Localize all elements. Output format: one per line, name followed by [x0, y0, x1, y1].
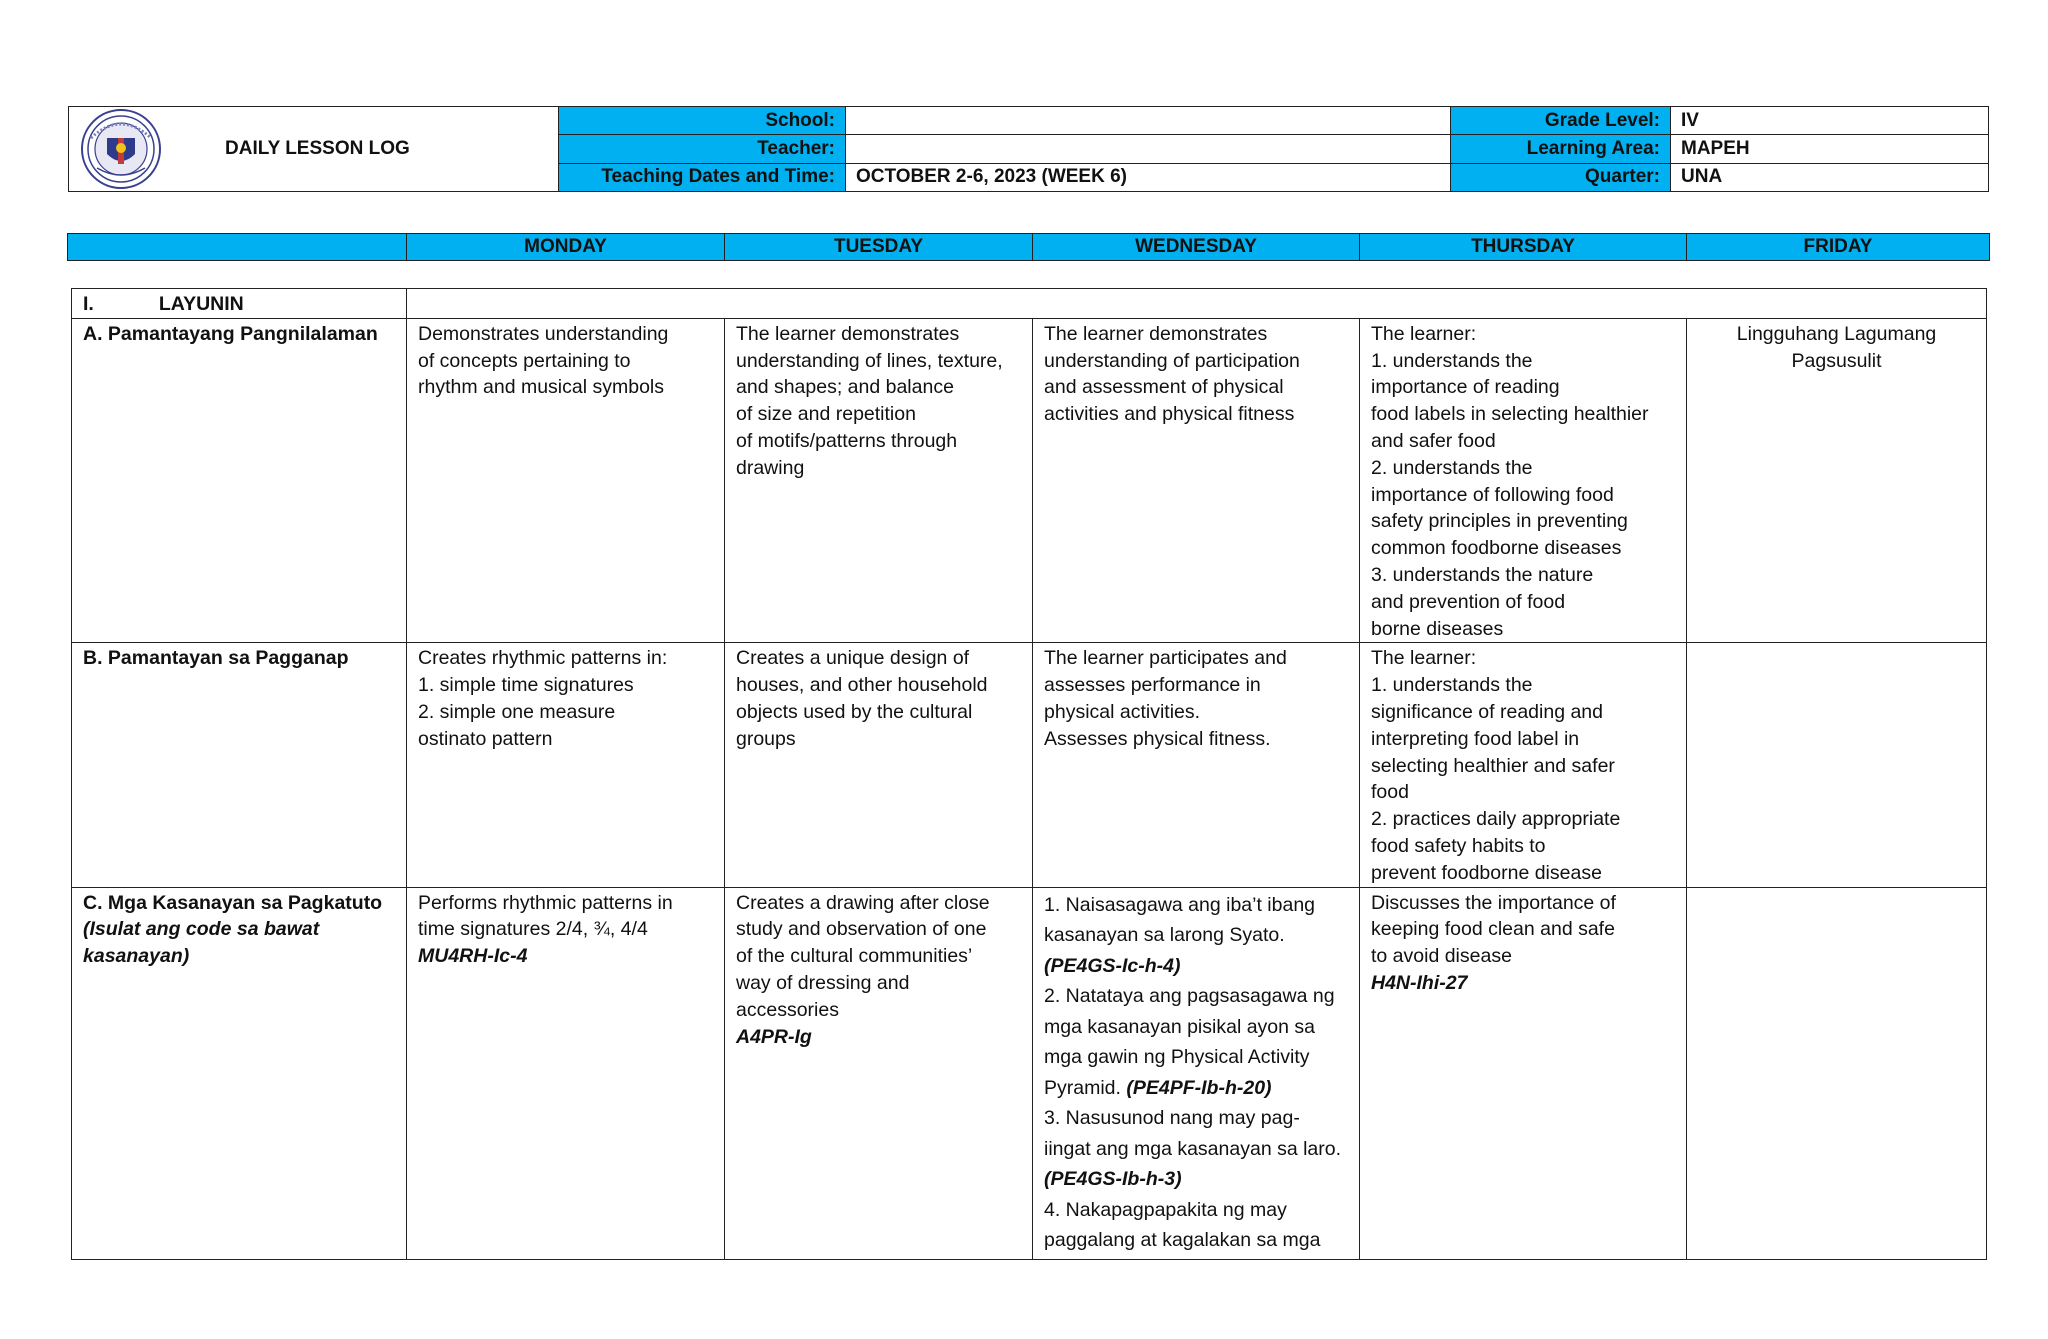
table-row-b — [72, 643, 1987, 887]
cell-c-monday — [407, 887, 725, 1259]
cell-c-friday — [1687, 887, 1987, 1259]
cell-c-tuesday-code: A4PR-Ig — [736, 1025, 812, 1048]
cell-b-friday — [1687, 643, 1987, 887]
section-heading — [72, 289, 407, 319]
learning-area-label: Learning Area: — [1451, 135, 1671, 163]
cell-c-wednesday-item-4: 4. Nakapagpapakita ng may paggalang at kagalakan sa mga — [1044, 1198, 1321, 1252]
cell-a-tuesday: The learner demonstrates understanding of lines, texture, and shapes; and balance of size and repetition of motifs/patterns through drawing — [725, 318, 1033, 643]
deped-seal-icon — [77, 108, 165, 190]
row-label-c-cell — [72, 887, 407, 1259]
cell-c-wednesday — [1033, 887, 1360, 1259]
cell-b-wednesday: The learner participates and assesses performance in physical activities. Assesses physical fitness. — [1033, 643, 1360, 887]
cell-c-thursday-code: H4N-Ihi-27 — [1371, 971, 1468, 994]
cell-a-monday: Demonstrates understanding of concepts pertaining to rhythm and musical symbols — [407, 318, 725, 643]
school-label: School: — [559, 107, 846, 135]
header-logo-cell — [69, 107, 559, 192]
cell-b-monday: Creates rhythmic patterns in: 1. simple time signatures 2. simple one measure ostinato pattern — [407, 643, 725, 887]
grade-level-label: Grade Level: — [1451, 107, 1671, 135]
teaching-dates-label: Teaching Dates and Time: — [559, 163, 846, 191]
row-sublabel-c: (Isulat ang code sa bawat kasanayan) — [83, 918, 320, 968]
learning-area-value: MAPEH — [1671, 135, 1989, 163]
grade-level-value: IV — [1671, 107, 1989, 135]
cell-c-wednesday-item-2: 2. Natataya ang pagsasagawa ng mga kasanayan pisikal ayon sa mga gawin ng Physical Activity Pyramid. — [1044, 985, 1335, 1099]
cell-c-thursday-text: Discusses the importance of keeping food clean and safe to avoid disease — [1371, 891, 1616, 968]
cell-c-wednesday-code-1: (PE4GS-Ic-h-4) — [1044, 954, 1181, 977]
cell-c-thursday — [1360, 887, 1687, 1259]
header-table — [68, 106, 1989, 192]
row-label-b: B. Pamantayan sa Pagganap — [72, 643, 407, 887]
section-row-layunin — [72, 289, 1987, 319]
lesson-log-table — [71, 288, 1987, 1260]
table-row-c — [72, 887, 1987, 1259]
cell-c-wednesday-item-1: 1. Naisasagawa ang iba’t ibang kasanayan sa larong Syato. — [1044, 893, 1316, 947]
school-value — [846, 107, 1451, 135]
cell-c-monday-text: Performs rhythmic patterns in time signatures 2/4, ¾, 4/4 — [418, 891, 673, 941]
cell-c-tuesday-text: Creates a drawing after close study and observation of one of the cultural communities’ way of dressing and accessories — [736, 891, 990, 1021]
day-monday: MONDAY — [407, 234, 725, 261]
quarter-label: Quarter: — [1451, 163, 1671, 191]
row-label-a: A. Pamantayang Pangnilalaman — [72, 318, 407, 643]
days-header-bar — [67, 233, 1990, 261]
day-friday: FRIDAY — [1687, 234, 1990, 261]
cell-a-wednesday: The learner demonstrates understanding of participation and assessment of physical activities and physical fitness — [1033, 318, 1360, 643]
table-row-a — [72, 318, 1987, 643]
section-blank-cell — [407, 289, 1987, 319]
section-title: LAYUNIN — [158, 293, 244, 315]
cell-b-tuesday: Creates a unique design of houses, and other household objects used by the cultural groups — [725, 643, 1033, 887]
cell-b-thursday: The learner: 1. understands the significance of reading and interpreting food label in selecting healthier and safer food 2. practices daily appropriate food safety habits to prevent foodborne disease — [1360, 643, 1687, 887]
day-tuesday: TUESDAY — [725, 234, 1033, 261]
cell-c-tuesday — [725, 887, 1033, 1259]
day-thursday: THURSDAY — [1360, 234, 1687, 261]
quarter-value: UNA — [1671, 163, 1989, 191]
cell-c-wednesday-code-3: (PE4GS-Ib-h-3) — [1044, 1168, 1182, 1191]
cell-c-monday-code: MU4RH-Ic-4 — [418, 945, 528, 968]
cell-c-wednesday-code-2: (PE4PF-Ib-h-20) — [1126, 1076, 1272, 1099]
row-label-c: C. Mga Kasanayan sa Pagkatuto — [83, 891, 383, 914]
cell-a-friday: Lingguhang Lagumang Pagsusulit — [1687, 318, 1987, 643]
teacher-value — [846, 135, 1451, 163]
teacher-label: Teacher: — [559, 135, 846, 163]
section-number: I. — [83, 293, 94, 315]
daily-lesson-log-title: DAILY LESSON LOG — [225, 138, 410, 159]
teaching-dates-value: OCTOBER 2-6, 2023 (WEEK 6) — [846, 163, 1451, 191]
days-blank-cell — [68, 234, 407, 261]
cell-a-thursday: The learner: 1. understands the importance of reading food labels in selecting healthier and safer food 2. understands the importance of following food safety principles in preventing common foodborne diseases 3. understands the nature and prevention of food borne diseases — [1360, 318, 1687, 643]
cell-c-wednesday-item-3: 3. Nasusunod nang may pag- iingat ang mga kasanayan sa laro. — [1044, 1107, 1342, 1160]
day-wednesday: WEDNESDAY — [1033, 234, 1360, 261]
